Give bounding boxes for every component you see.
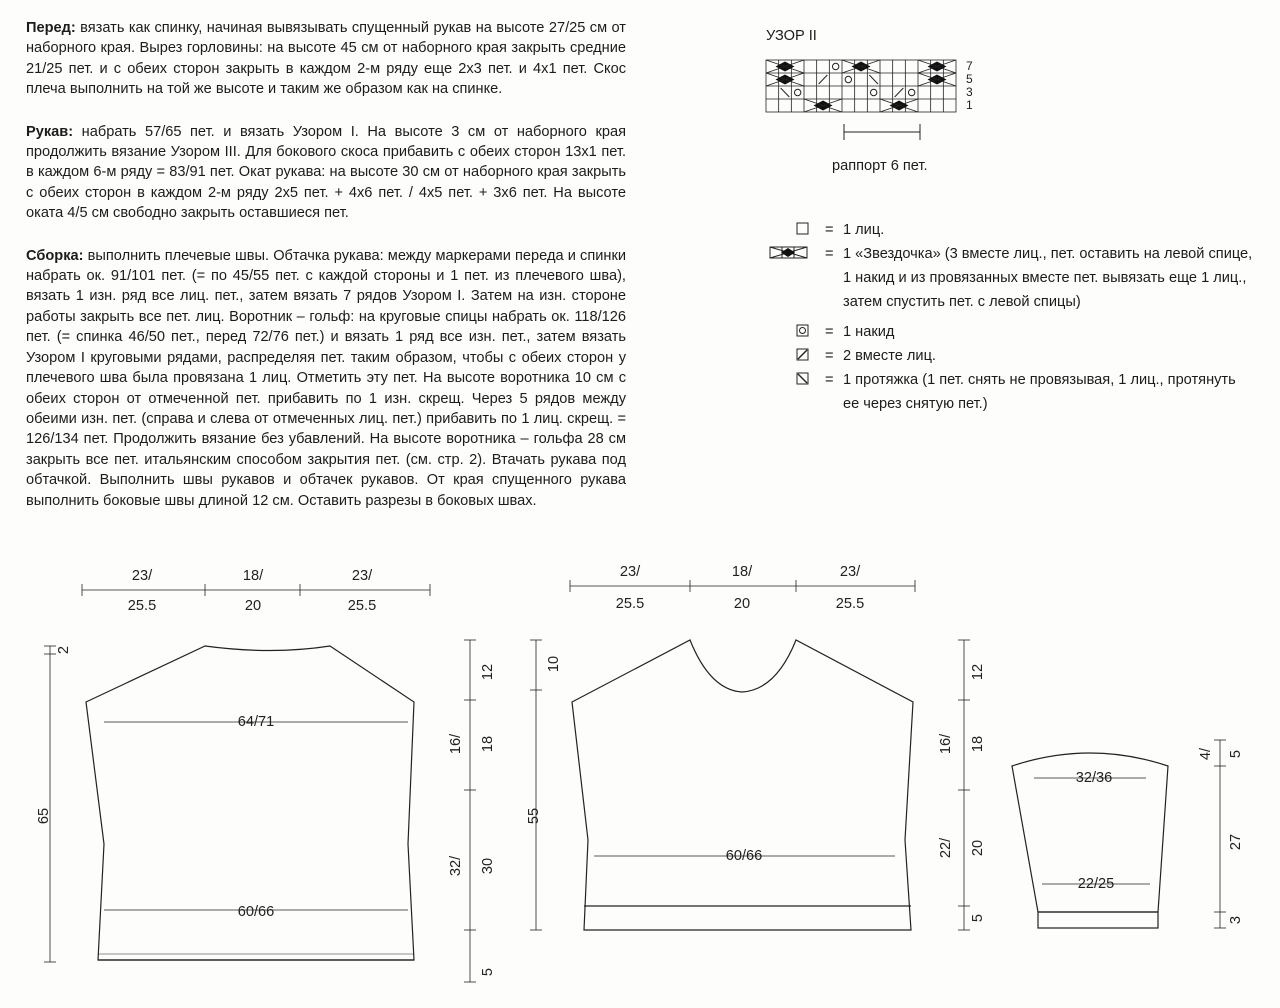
decrease-mark	[819, 75, 828, 84]
back-top-right-b: 25.5	[347, 598, 377, 614]
instructions-text	[26, 18, 626, 533]
front-dim-16: 16/	[938, 733, 954, 755]
front-dim-22: 22/	[938, 837, 954, 859]
front-top-right-b: 25.5	[835, 596, 865, 612]
dimension-lines	[44, 580, 1226, 982]
back-neck-depth: 2	[56, 645, 72, 655]
legend-item-yarn-over	[795, 320, 1255, 344]
assembly-label: Сборка:	[26, 247, 84, 264]
back-dim-16: 16/	[448, 733, 464, 755]
rapport-bracket	[844, 124, 920, 140]
back-dim-32: 32/	[448, 855, 464, 877]
back-top-mid-a: 18/	[242, 568, 264, 584]
back-lower-width: 60/66	[237, 904, 275, 920]
yarn-over-mark	[870, 89, 876, 95]
empty-square-icon	[795, 222, 821, 236]
schematics	[0, 540, 1280, 1008]
front-top-mid-a: 18/	[731, 564, 753, 580]
back-dim-5: 5	[480, 967, 496, 977]
legend-eq: =	[825, 348, 834, 364]
front-paragraph	[26, 18, 626, 100]
sleeve-dim-27: 27	[1228, 833, 1244, 851]
row-number-5: 5	[966, 72, 973, 86]
legend-eq: =	[825, 372, 834, 388]
front-width: 60/66	[725, 848, 763, 864]
assembly-text: выполнить плечевые швы. Обтачка рукава: между маркерами переда и спинки набрать ок. 91/101 пет. (= по 45/55 пет. с каждой стороны и 1 пет. из плечевого шва), вязать 1 изн. ряд все лиц. пет., затем вязать 7 рядов Узором I. Затем на изн. стороне работы закрыть все пет. лиц. Воротник – гольф: на круговые спицы набрать ок. 118/126 пет. (= спинка 46/50 пет., перед 72/76 пет.) и вязать 1 ряд все изн. пет., затем вязать Узором I круговыми рядами, распределяя пет. таким образом, чтобы с обеих сторон у плечевого шва была провязана 1 лиц. Отметить эту пет. На высоте воротника 10 см с обеих сторон от отмеченной пет. прибавить по 1 изн. скрещ. Через 5 рядов между обеими изн. пет. (справа и слева от отмеченных лиц. пет.) прибавить по 1 лиц. скрещ. = 126/134 пет. Продолжить вязание без убавлений. На высоте воротника – гольфа 28 см закрыть все пет. итальянским способом закрытия пет. (см. стр. 2). Втачать рукава под обтачкой. Выполнить швы рукавов и обтачек рукавов. От края спущенного рукава выполнить боковые швы длиной 12 см. Оставить разрезы в боковых швах.	[26, 247, 626, 509]
front-total-height: 55	[526, 807, 542, 825]
front-text: вязать как спинку, начиная вывязывать спущенный рукав на высоте 27/25 см от наборного края. Вырез горловины: на высоте 45 см от наборного края закрыть средние 21/25 пет. и с обеих сторон закрыть в каждом 2-м ряду еще 2х3 пет. и 4х1 пет. Скос плеча выполнить на той же высоте и таким же образом как на спинке.	[26, 20, 626, 98]
row-number-7: 7	[966, 59, 973, 73]
star-stitch-icon	[769, 246, 821, 260]
back-top-right-a: 23/	[351, 568, 373, 584]
front-dim-12: 12	[970, 663, 986, 681]
legend-eq: =	[825, 324, 834, 340]
sleeve-paragraph	[26, 122, 626, 224]
yarn-over-icon	[795, 324, 821, 338]
back-dim-12: 12	[480, 663, 496, 681]
sleeve-label: Рукав:	[26, 123, 74, 140]
front-label: Перед:	[26, 20, 76, 36]
decrease-mark	[869, 75, 878, 84]
legend-text: 1 протяжка (1 пет. снять не провязывая, 1 лиц., протянуть ее через снятую пет.)	[843, 372, 1236, 412]
legend-text: 1 лиц.	[843, 222, 885, 238]
legend-text: 2 вместе лиц.	[843, 348, 936, 364]
legend-item-k2tog	[795, 344, 1255, 368]
back-total-height: 65	[36, 807, 52, 825]
sleeve-text: набрать 57/65 пет. и вязать Узором I. На высоте 3 см от наборного края продолжить вязание Узором III. Для бокового скоса прибавить с обеих сторон 13х1 пет. в каждом 6-м ряду = 83/91 пет. Окат рукава: на высоте 30 см от наборного края закрыть с обеих сторон в каждом 2-м ряду 2х5 пет. + 4х6 пет. / 4х5 пет. + 3х6 пет. На высоте оката 4/5 см свободно закрыть оставшиеся пет.	[26, 123, 626, 222]
decrease-mark	[781, 88, 790, 97]
legend-item-ssk	[795, 368, 1255, 416]
front-neck-depth: 10	[546, 655, 562, 673]
legend-eq: =	[825, 246, 834, 262]
front-dim-20: 20	[970, 839, 986, 857]
yarn-over-mark	[908, 89, 914, 95]
legend-item-star	[795, 242, 1255, 314]
sleeve-bottom-width: 22/25	[1077, 876, 1115, 892]
front-dim-18: 18	[970, 735, 986, 753]
k2tog-icon	[795, 348, 821, 362]
sleeve-top-width: 32/36	[1075, 770, 1113, 786]
yarn-over-mark	[832, 63, 838, 69]
back-dim-30: 30	[480, 857, 496, 875]
front-dim-5: 5	[970, 913, 986, 923]
back-upper-width: 64/71	[237, 714, 275, 730]
decrease-mark	[895, 88, 904, 97]
row-number-3: 3	[966, 85, 973, 99]
front-top-right-a: 23/	[839, 564, 861, 580]
pattern-title: УЗОР II	[766, 28, 817, 44]
legend-text: 1 «Звездочка» (3 вместе лиц., пет. оставить на левой спице, 1 накид и из провязанных вместе пет. вывязать еще 1 лиц., затем спустить пет. с левой спицы)	[843, 246, 1253, 310]
sleeve-dim-4: 4/	[1198, 747, 1214, 761]
back-dim-18: 18	[480, 735, 496, 753]
front-piece-outline	[572, 640, 913, 930]
back-top-left-b: 25.5	[127, 598, 157, 614]
sleeve-dim-5: 5	[1228, 749, 1244, 759]
front-top-left-a: 23/	[619, 564, 641, 580]
assembly-paragraph	[26, 246, 626, 511]
back-top-mid-b: 20	[244, 598, 262, 614]
sleeve-dim-3: 3	[1228, 915, 1244, 925]
legend-eq: =	[825, 222, 834, 238]
rapport-label: раппорт 6 пет.	[832, 158, 928, 174]
front-top-left-b: 25.5	[615, 596, 645, 612]
yarn-over-mark	[794, 89, 800, 95]
ssk-icon	[795, 372, 821, 386]
front-top-mid-b: 20	[733, 596, 751, 612]
legend-text: 1 накид	[843, 324, 895, 340]
yarn-over-mark	[845, 76, 851, 82]
back-top-left-a: 23/	[131, 568, 153, 584]
legend-item-knit	[795, 218, 1255, 242]
row-number-1: 1	[966, 98, 973, 112]
